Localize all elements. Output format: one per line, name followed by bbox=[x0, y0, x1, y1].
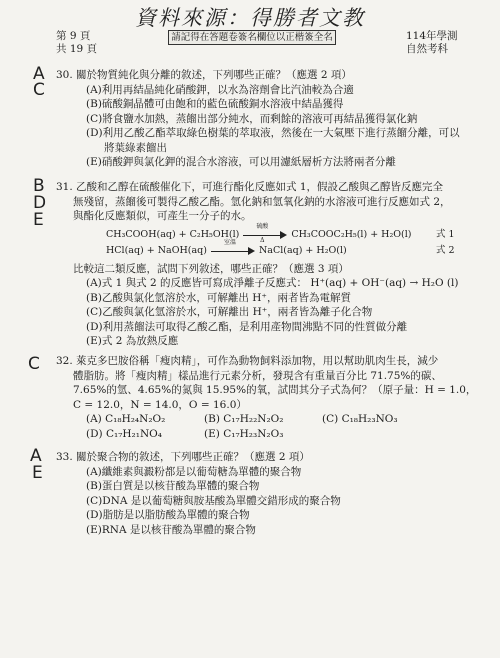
option-a: (A) C₁₈H₂₄N₂O₂ bbox=[86, 413, 166, 425]
arrow-catalyst: 硫酸 bbox=[256, 222, 269, 230]
options-grid bbox=[56, 412, 496, 441]
handwritten-answer: D bbox=[33, 193, 47, 213]
option-c: (C)DNA 是以葡萄糖與胺基酸為單體交錯形成的聚合物 bbox=[86, 494, 341, 507]
equation-rhs: NaCl(aq) + H₂O(l) bbox=[258, 244, 347, 256]
option-c: (C)乙酸與氯化氫溶於水，可解離出 H⁺，兩者皆為離子化合物 bbox=[86, 306, 373, 318]
option-d: (D)利用蒸餾法可取得乙酸乙酯，是利用產物間沸點不同的性質做分離 bbox=[86, 320, 408, 333]
question-32 bbox=[56, 354, 496, 441]
equation-label: 式 1 bbox=[436, 228, 455, 240]
option-e: (E)式 2 為放熱反應 bbox=[86, 335, 179, 347]
option-d: (D) C₁₇H₂₁NO₄ bbox=[86, 427, 162, 440]
question-stem-line: 無殘留，蒸餾後可製得乙酸乙酯。氫化鈉和氫氧化鈉的水溶液可進行反應如式 2， bbox=[73, 195, 451, 208]
question-stem-line: 體脂肪。將「瘦肉精」樣品進行元素分析，發現含有重量百分比 71.75%的碳、 bbox=[73, 369, 442, 382]
option-e: (E)硝酸鉀與氯化鉀的混合水溶液，可以用濾紙層析方法將兩者分離 bbox=[86, 156, 396, 168]
exam-info bbox=[406, 30, 458, 56]
option-d: (D)利用乙酸乙酯萃取綠色樹葉的萃取液，然後在一大氣壓下進行蒸餾分離，可以 bbox=[86, 127, 460, 139]
equation-rhs: CH₃COOC₂H₅(l) + H₂O(l) bbox=[291, 228, 412, 240]
signature-notice: 請記得在答題卷簽名欄位以正楷簽全名 bbox=[168, 30, 336, 45]
question-stem-line: 與酯化反應類似，可產生一分子的水。 bbox=[73, 210, 252, 222]
page-number: 第 9 頁 bbox=[56, 30, 91, 42]
option-e: (E) C₁₇H₂₃N₂O₃ bbox=[204, 427, 284, 440]
option-d-continued: 將葉綠素餾出 bbox=[104, 141, 167, 154]
arrow-condition: Δ bbox=[260, 236, 265, 244]
arrow-condition: 室溫 bbox=[223, 238, 236, 246]
option-b: (B)蛋白質是以核苷酸為單體的聚合物 bbox=[86, 480, 260, 492]
handwritten-answer: E bbox=[32, 463, 43, 483]
handwritten-answer: B bbox=[33, 176, 45, 196]
question-stem: 30. 關於物質純化與分離的敘述，下列哪些正確？（應選 2 項） bbox=[56, 69, 352, 81]
question-prompt: 比較這二類反應，試問下列敘述，哪些正確？（應選 3 項） bbox=[73, 262, 349, 275]
exam-subject: 自然考科 bbox=[406, 43, 448, 55]
question-stem: 31. 乙酸和乙醇在硫酸催化下，可進行酯化反應如式 1，假設乙酸與乙醇皆反應完全 bbox=[56, 181, 444, 193]
equation-lhs: CH₃COOH(aq) + C₂H₅OH(l) bbox=[106, 228, 240, 240]
reaction-arrow bbox=[243, 222, 287, 244]
option-a: (A)式 1 與式 2 的反應皆可寫成淨離子反應式： H⁺(aq) + OH⁻(aq) → H₂O (l) bbox=[86, 277, 459, 289]
handwritten-answer: C bbox=[33, 80, 45, 100]
question-stem-line: 7.65%的氫、4.65%的氮與 15.95%的氧，試問其分子式為何？（原子量：H = 1.0， bbox=[73, 384, 477, 396]
question-30 bbox=[56, 68, 496, 170]
watermark-title: 資料來源：得勝者文教 bbox=[135, 6, 365, 30]
option-c: (C) C₁₈H₂₃NO₃ bbox=[322, 413, 398, 425]
option-c: (C)將食鹽水加熱，蒸餾出部分純水，而剩餘的溶液可再結晶獲得氯化鈉 bbox=[86, 112, 418, 125]
question-stem: 33. 關於聚合物的敘述，下列哪些正確？（應選 2 項） bbox=[56, 451, 310, 463]
option-b: (B)乙酸與氯化氫溶於水，可解離出 H⁺，兩者皆為電解質 bbox=[86, 291, 351, 304]
equation-lhs: HCl(aq) + NaOH(aq) bbox=[106, 244, 207, 256]
handwritten-answer: A bbox=[33, 64, 45, 84]
equation-label: 式 2 bbox=[436, 244, 455, 256]
option-b: (B)硫酸銅晶體可由飽和的藍色硫酸銅水溶液中結晶獲得 bbox=[86, 98, 344, 110]
option-b: (B) C₁₇H₂₂N₂O₂ bbox=[204, 413, 284, 425]
question-33 bbox=[56, 450, 496, 537]
handwritten-answer: C bbox=[28, 354, 40, 374]
option-a: (A)纖維素與澱粉都是以葡萄糖為單體的聚合物 bbox=[86, 465, 302, 478]
question-stem: 32. 萊克多巴胺俗稱「瘦肉精」，可作為動物飼料添加物，用以幫助肌肉生長，減少 bbox=[56, 355, 439, 367]
option-a: (A)利用再結晶純化硝酸鉀，以水為溶劑會比汽油較為合適 bbox=[86, 83, 354, 96]
equation-1 bbox=[56, 222, 496, 244]
exam-year: 114年學測 bbox=[406, 30, 458, 42]
question-31 bbox=[56, 180, 496, 349]
handwritten-answer: A bbox=[30, 446, 42, 466]
page-number-block bbox=[56, 30, 97, 56]
option-d: (D)脂肪是以脂肪酸為單體的聚合物 bbox=[86, 509, 250, 521]
question-stem-line: C = 12.0，N = 14.0，O = 16.0） bbox=[73, 398, 247, 411]
option-e: (E)RNA 是以核苷酸為單體的聚合物 bbox=[86, 523, 256, 536]
reaction-arrow bbox=[211, 238, 255, 256]
handwritten-answer: E bbox=[33, 210, 44, 230]
equation-2 bbox=[56, 238, 496, 259]
total-pages: 共 19 頁 bbox=[56, 43, 98, 55]
